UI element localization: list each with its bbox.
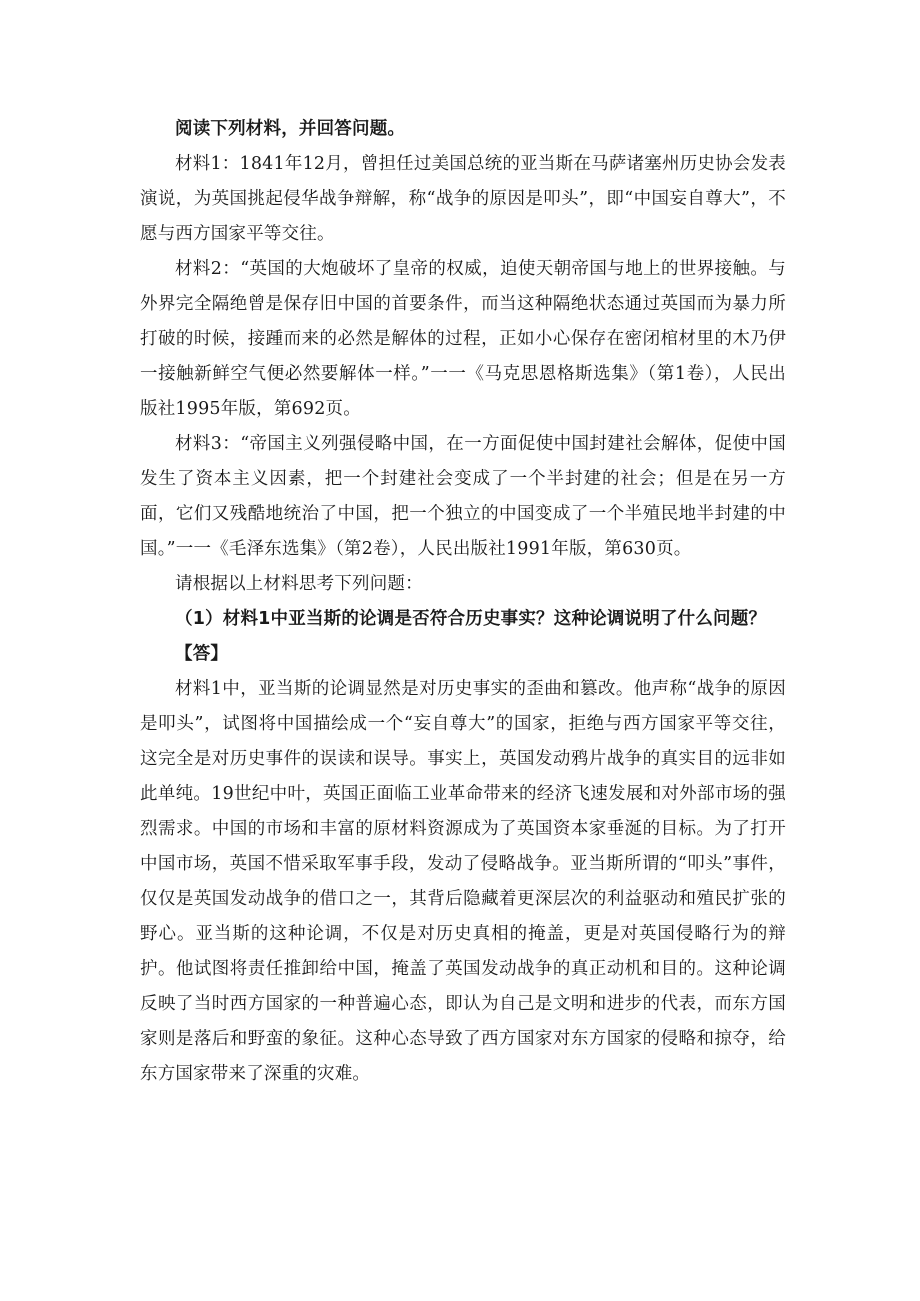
question-prompt: 请根据以上材料思考下列问题： [175,574,423,594]
question-1: （1）材料1中亚当斯的论调是否符合历史事实？这种论调说明了什么问题？ [175,609,767,629]
answer-text: 材料1中，亚当斯的论调显然是对历史事实的歪曲和篡改。他声称“战争的原因是叩头”，试图将中国描绘成一个“妄自尊大”的国家，拒绝与西方国家平等交往，这完全是对历史事件的误读和误导。事实上，英国发动鸦片战争的真实目的远非如此单纯。19世纪中叶，英国正面临工业革命带来的经济飞速发展和对外部市场的强烈需求。中国的市场和丰富的原材料资源成为了英国资本家垂涎的目标。为了打开中国市场，英国不惜采取军事手段，发动了侵略战争。亚当斯所谓的“叩头”事件，仅仅是英国发动战争的借口之一，其背后隐藏着更深层次的利益驱动和殖民扩张的野心。亚当斯的这种论调，不仅是对历史真相的掩盖，更是对英国侵略行为的辩护。他试图将责任推卸给中国，掩盖了英国发动战争的真正动机和目的。这种论调反映了当时西方国家的一种普遍心态，即认为自己是文明和进步的代表，而东方国家则是落后和野蛮的象征。这种心态导致了西方国家对东方国家的侵略和掠夺，给东方国家带来了深重的灾难。 [140,679,786,1084]
intro-heading: 阅读下列材料，并回答问题。 [175,119,406,139]
material-1: 材料1：1841年12月，曾担任过美国总统的亚当斯在马萨诸塞州历史协会发表演说，为英国挑起侵华战争辩解，称“战争的原因是叩头”，即“中国妄自尊大”，不愿与西方国家平等交往。 [140,154,786,244]
answer-label: 【答】 [175,644,229,664]
document-body [140,112,786,1092]
material-3: 材料3：“帝国主义列强侵略中国，在一方面促使中国封建社会解体，促使中国发生了资本主义因素，把一个封建社会变成了一个半封建的社会；但是在另一方面，它们又残酷地统治了中国，把一个独立的中国变成了一个半殖民地半封建的中国。”一一《毛泽东选集》（第2卷），人民出版社1991年版，第630页。 [140,434,786,559]
material-2: 材料2：“英国的大炮破坏了皇帝的权威，迫使天朝帝国与地上的世界接触。与外界完全隔绝曾是保存旧中国的首要条件，而当这种隔绝状态通过英国而为暴力所打破的时候，接踵而来的必然是解体的过程，正如小心保存在密闭棺材里的木乃伊一接触新鲜空气便必然要解体一样。”一一《马克思恩格斯选集》（第1卷），人民出版社1995年版，第692页。 [140,259,786,419]
